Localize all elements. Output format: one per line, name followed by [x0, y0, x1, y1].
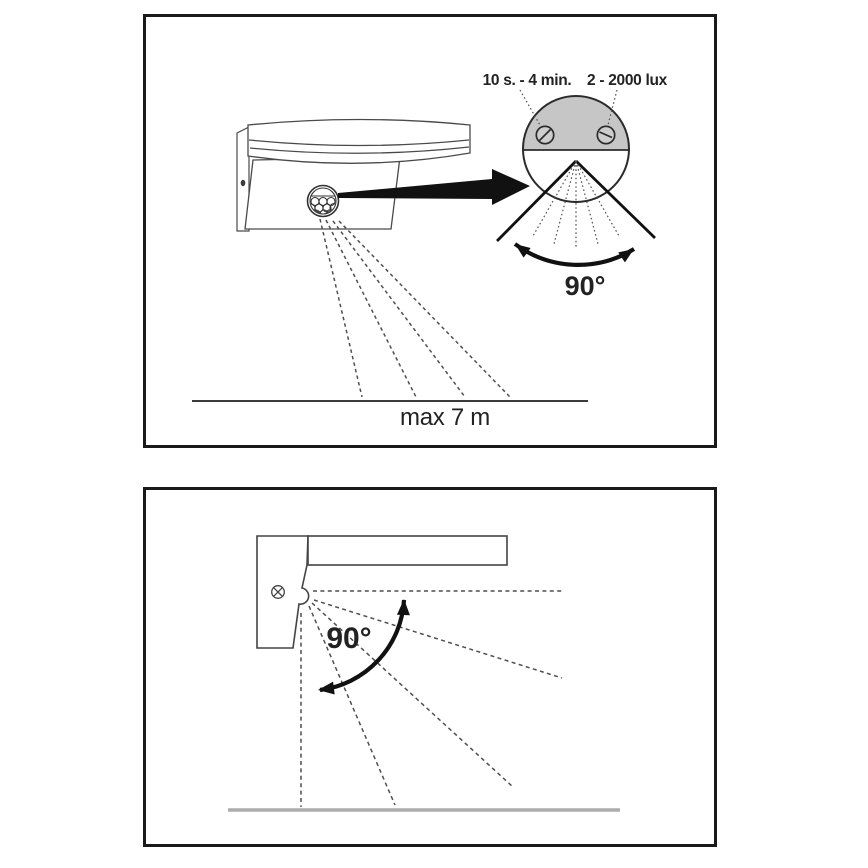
lux-range-label: 2 - 2000 lux	[587, 72, 667, 89]
detection-angle-label: 90°	[564, 271, 606, 301]
lux-adjust-dial	[597, 126, 614, 143]
time-adjust-dial	[536, 126, 553, 143]
light-arm	[308, 536, 507, 565]
max-range-label: max 7 m	[400, 404, 490, 431]
sensor-detail-circle	[523, 96, 629, 202]
time-range-label: 10 s. - 4 min.	[482, 72, 572, 89]
bottom-panel-tilt-range	[145, 489, 716, 846]
top-panel-detection-range	[145, 16, 716, 447]
light-disc	[248, 120, 470, 164]
mounting-screw-icon	[272, 586, 285, 599]
tilt-angle-label: 90°	[326, 622, 372, 655]
mount-screw-icon	[241, 180, 246, 186]
